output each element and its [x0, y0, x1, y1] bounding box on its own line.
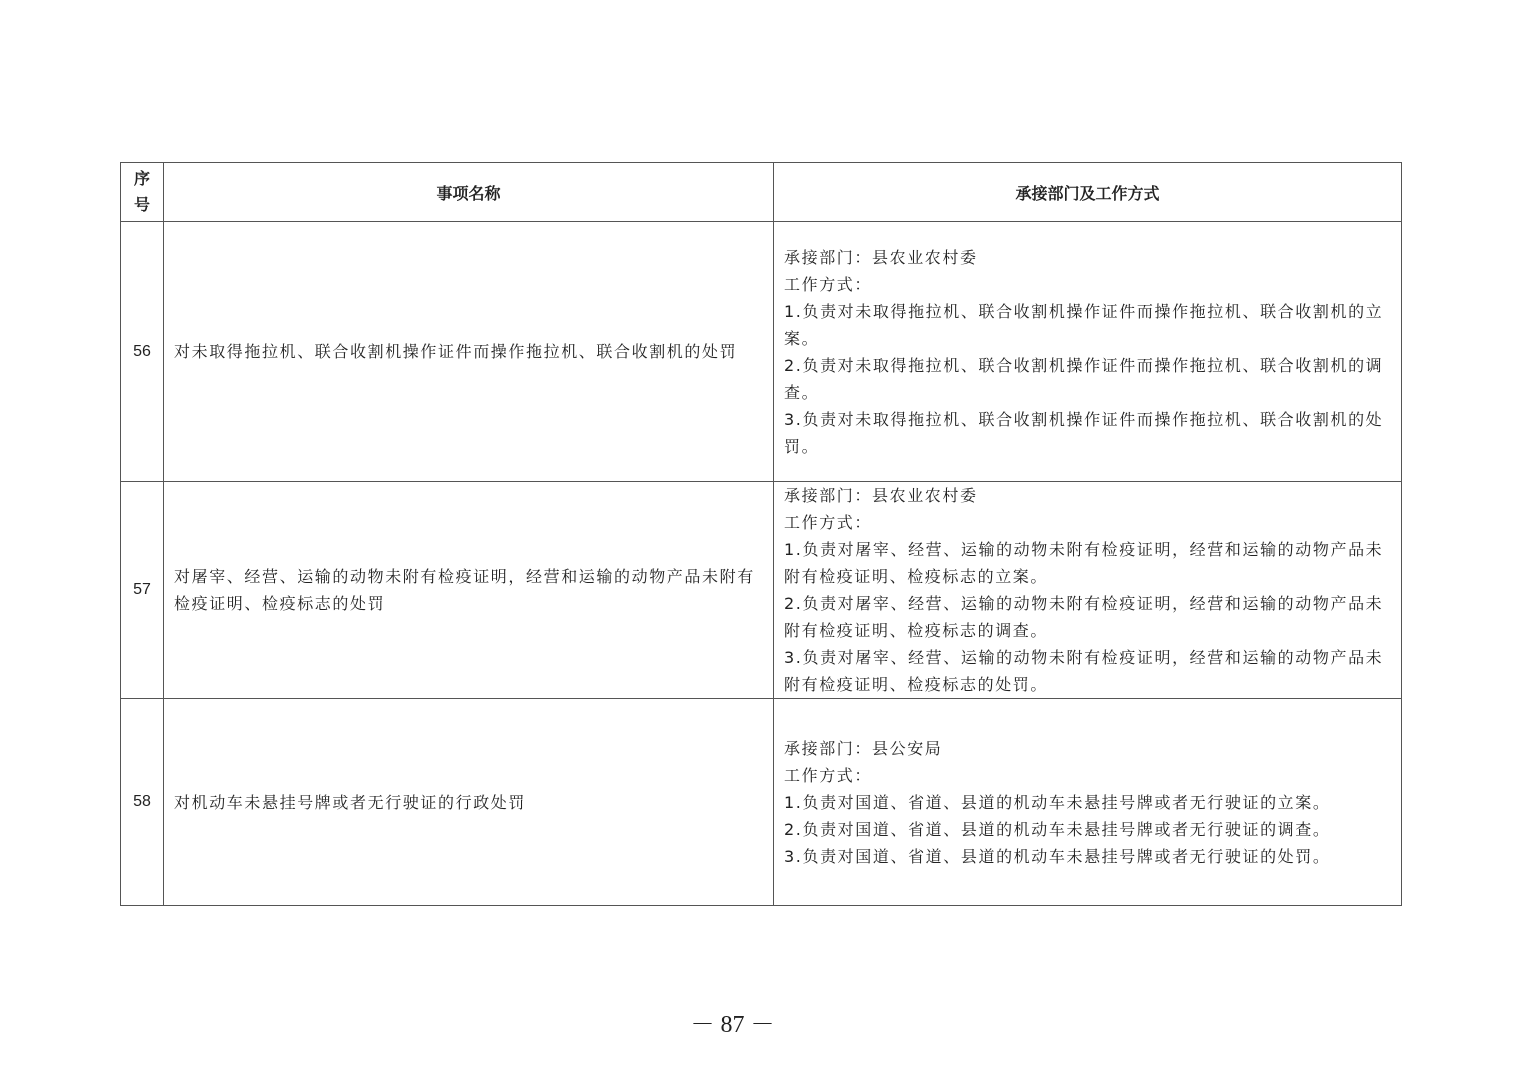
page-number: － 87 － — [690, 1012, 775, 1038]
items-table — [120, 162, 1402, 906]
department-method — [774, 222, 1402, 482]
row-number: 57 — [121, 482, 164, 699]
method-step: 2.负责对国道、省道、县道的机动车未悬挂号牌或者无行驶证的调查。 — [784, 819, 1331, 839]
table-row — [121, 222, 1402, 482]
table-row — [121, 699, 1402, 906]
method-step: 1.负责对屠宰、经营、运输的动物未附有检疫证明，经营和运输的动物产品未附有检疫证明、检疫标志的立案。 — [784, 540, 1384, 586]
item-name: 对屠宰、经营、运输的动物未附有检疫证明，经营和运输的动物产品未附有检疫证明、检疫标志的处罚 — [164, 482, 774, 699]
table-row — [121, 482, 1402, 699]
header-serial-number — [121, 163, 164, 222]
method-step: 1.负责对未取得拖拉机、联合收割机操作证件而操作拖拉机、联合收割机的立案。 — [784, 301, 1384, 348]
department-line: 承接部门：县公安局 — [784, 738, 943, 758]
row-number: 56 — [121, 222, 164, 482]
method-step: 2.负责对屠宰、经营、运输的动物未附有检疫证明，经营和运输的动物产品未附有检疫证明、检疫标志的调查。 — [784, 594, 1384, 640]
method-label: 工作方式： — [784, 274, 873, 294]
method-step: 3.负责对未取得拖拉机、联合收割机操作证件而操作拖拉机、联合收割机的处罚。 — [784, 409, 1384, 456]
header-item-name: 事项名称 — [164, 163, 774, 222]
method-label: 工作方式： — [784, 513, 873, 532]
method-step: 1.负责对国道、省道、县道的机动车未悬挂号牌或者无行驶证的立案。 — [784, 792, 1331, 812]
department-method — [774, 699, 1402, 906]
department-line: 承接部门：县农业农村委 — [784, 247, 978, 267]
method-step: 3.负责对屠宰、经营、运输的动物未附有检疫证明，经营和运输的动物产品未附有检疫证明、检疫标志的处罚。 — [784, 648, 1384, 694]
item-name: 对未取得拖拉机、联合收割机操作证件而操作拖拉机、联合收割机的处罚 — [164, 222, 774, 482]
header-department-method: 承接部门及工作方式 — [774, 163, 1402, 222]
department-line: 承接部门：县农业农村委 — [784, 486, 978, 505]
header-serial-line2: 号 — [133, 195, 150, 214]
row-number: 58 — [121, 699, 164, 906]
department-method — [774, 482, 1402, 699]
method-step: 3.负责对国道、省道、县道的机动车未悬挂号牌或者无行驶证的处罚。 — [784, 846, 1331, 866]
method-label: 工作方式： — [784, 765, 873, 785]
item-name: 对机动车未悬挂号牌或者无行驶证的行政处罚 — [164, 699, 774, 906]
method-step: 2.负责对未取得拖拉机、联合收割机操作证件而操作拖拉机、联合收割机的调查。 — [784, 355, 1384, 402]
table-header-row — [121, 163, 1402, 222]
header-serial-line1: 序 — [133, 169, 150, 188]
